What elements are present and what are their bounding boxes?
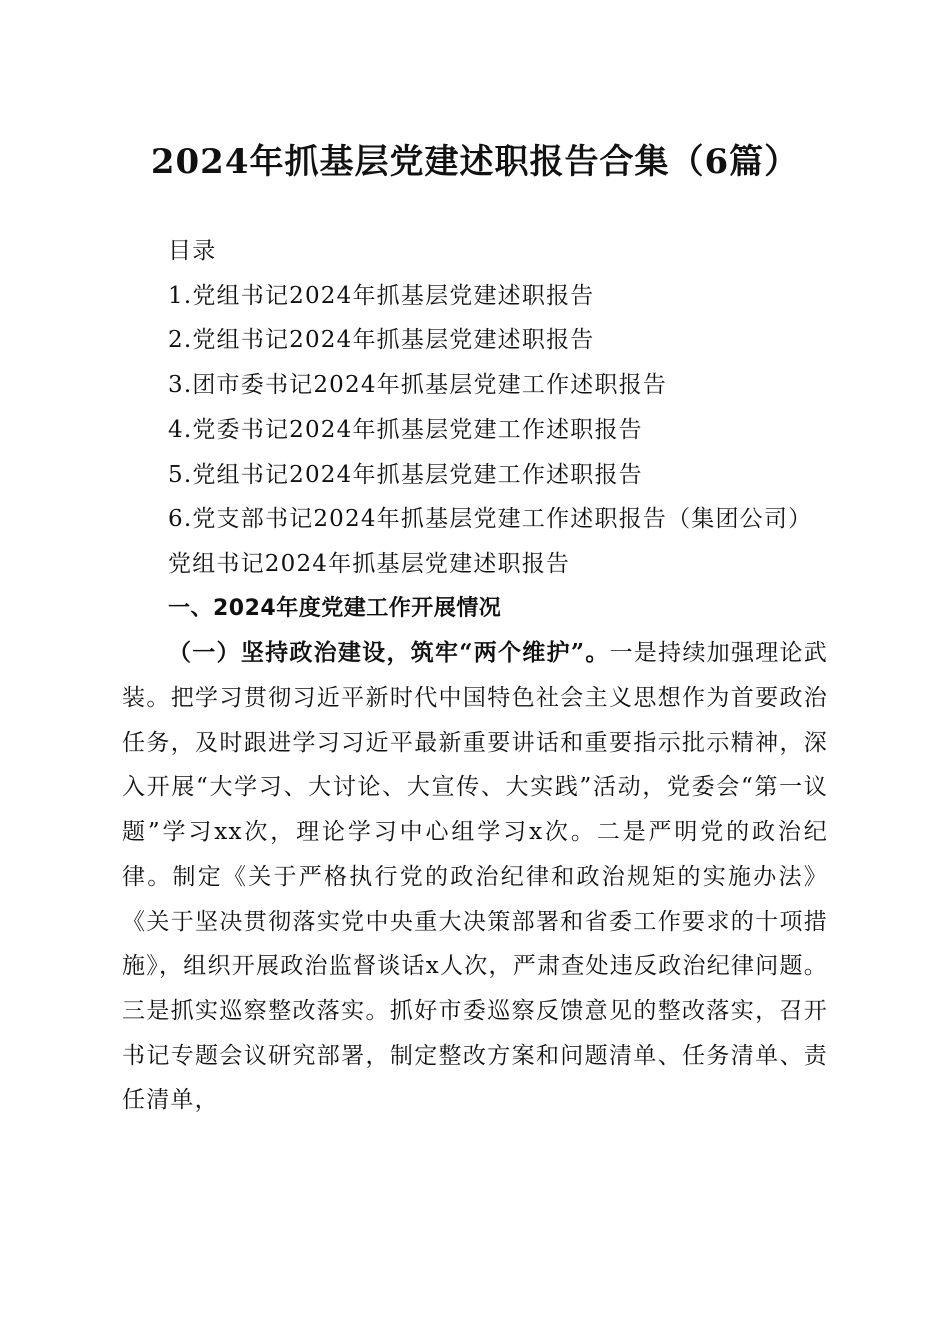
toc-item-5[interactable]: 5.党组书记2024年抓基层党建工作述职报告 bbox=[168, 461, 643, 488]
toc-item-6[interactable]: 6.党支部书记2024年抓基层党建工作述职报告（集团公司） bbox=[168, 506, 813, 533]
toc-heading: 目录 bbox=[168, 238, 217, 264]
toc-item-4[interactable]: 4.党委书记2024年抓基层党建工作述职报告 bbox=[168, 416, 643, 443]
paragraph-lead: （一）坚持政治建设，筑牢“两个维护”。 bbox=[168, 639, 610, 667]
document-title: 2024年抓基层党建述职报告合集（6篇） bbox=[150, 142, 800, 182]
document-body bbox=[122, 229, 828, 1123]
toc-item-3[interactable]: 3.团市委书记2024年抓基层党建工作述职报告 bbox=[168, 372, 668, 399]
body-paragraph bbox=[122, 631, 828, 1123]
article-title: 党组书记2024年抓基层党建述职报告 bbox=[168, 550, 571, 577]
table-of-contents bbox=[122, 274, 828, 542]
section-heading: 一、2024年度党建工作开展情况 bbox=[168, 595, 502, 621]
toc-item-2[interactable]: 2.党组书记2024年抓基层党建述职报告 bbox=[168, 327, 595, 354]
toc-item-1[interactable]: 1.党组书记2024年抓基层党建述职报告 bbox=[168, 282, 595, 309]
paragraph-body: 一是持续加强理论武装。把学习贯彻习近平新时代中国特色社会主义思想作为首要政治任务，及时跟进学习习近平最新重要讲话和重要指示批示精神，深入开展“大学习、大讨论、大宣传、大实践”活动，党委会“第一议题”学习xx次，理论学习中心组学习x次。二是严明党的政治纪律。制定《关于严格执行党的政治纪律和政治规矩的实施办法》《关于坚决贯彻落实党中央重大决策部署和省委工作要求的十项措施》，组织开展政治监督谈话x人次，严肃查处违反政治纪律问题。三是抓实巡察整改落实。抓好市委巡察反馈意见的整改落实，召开书记专题会议研究部署，制定整改方案和问题清单、任务清单、责任清单， bbox=[122, 640, 828, 1114]
